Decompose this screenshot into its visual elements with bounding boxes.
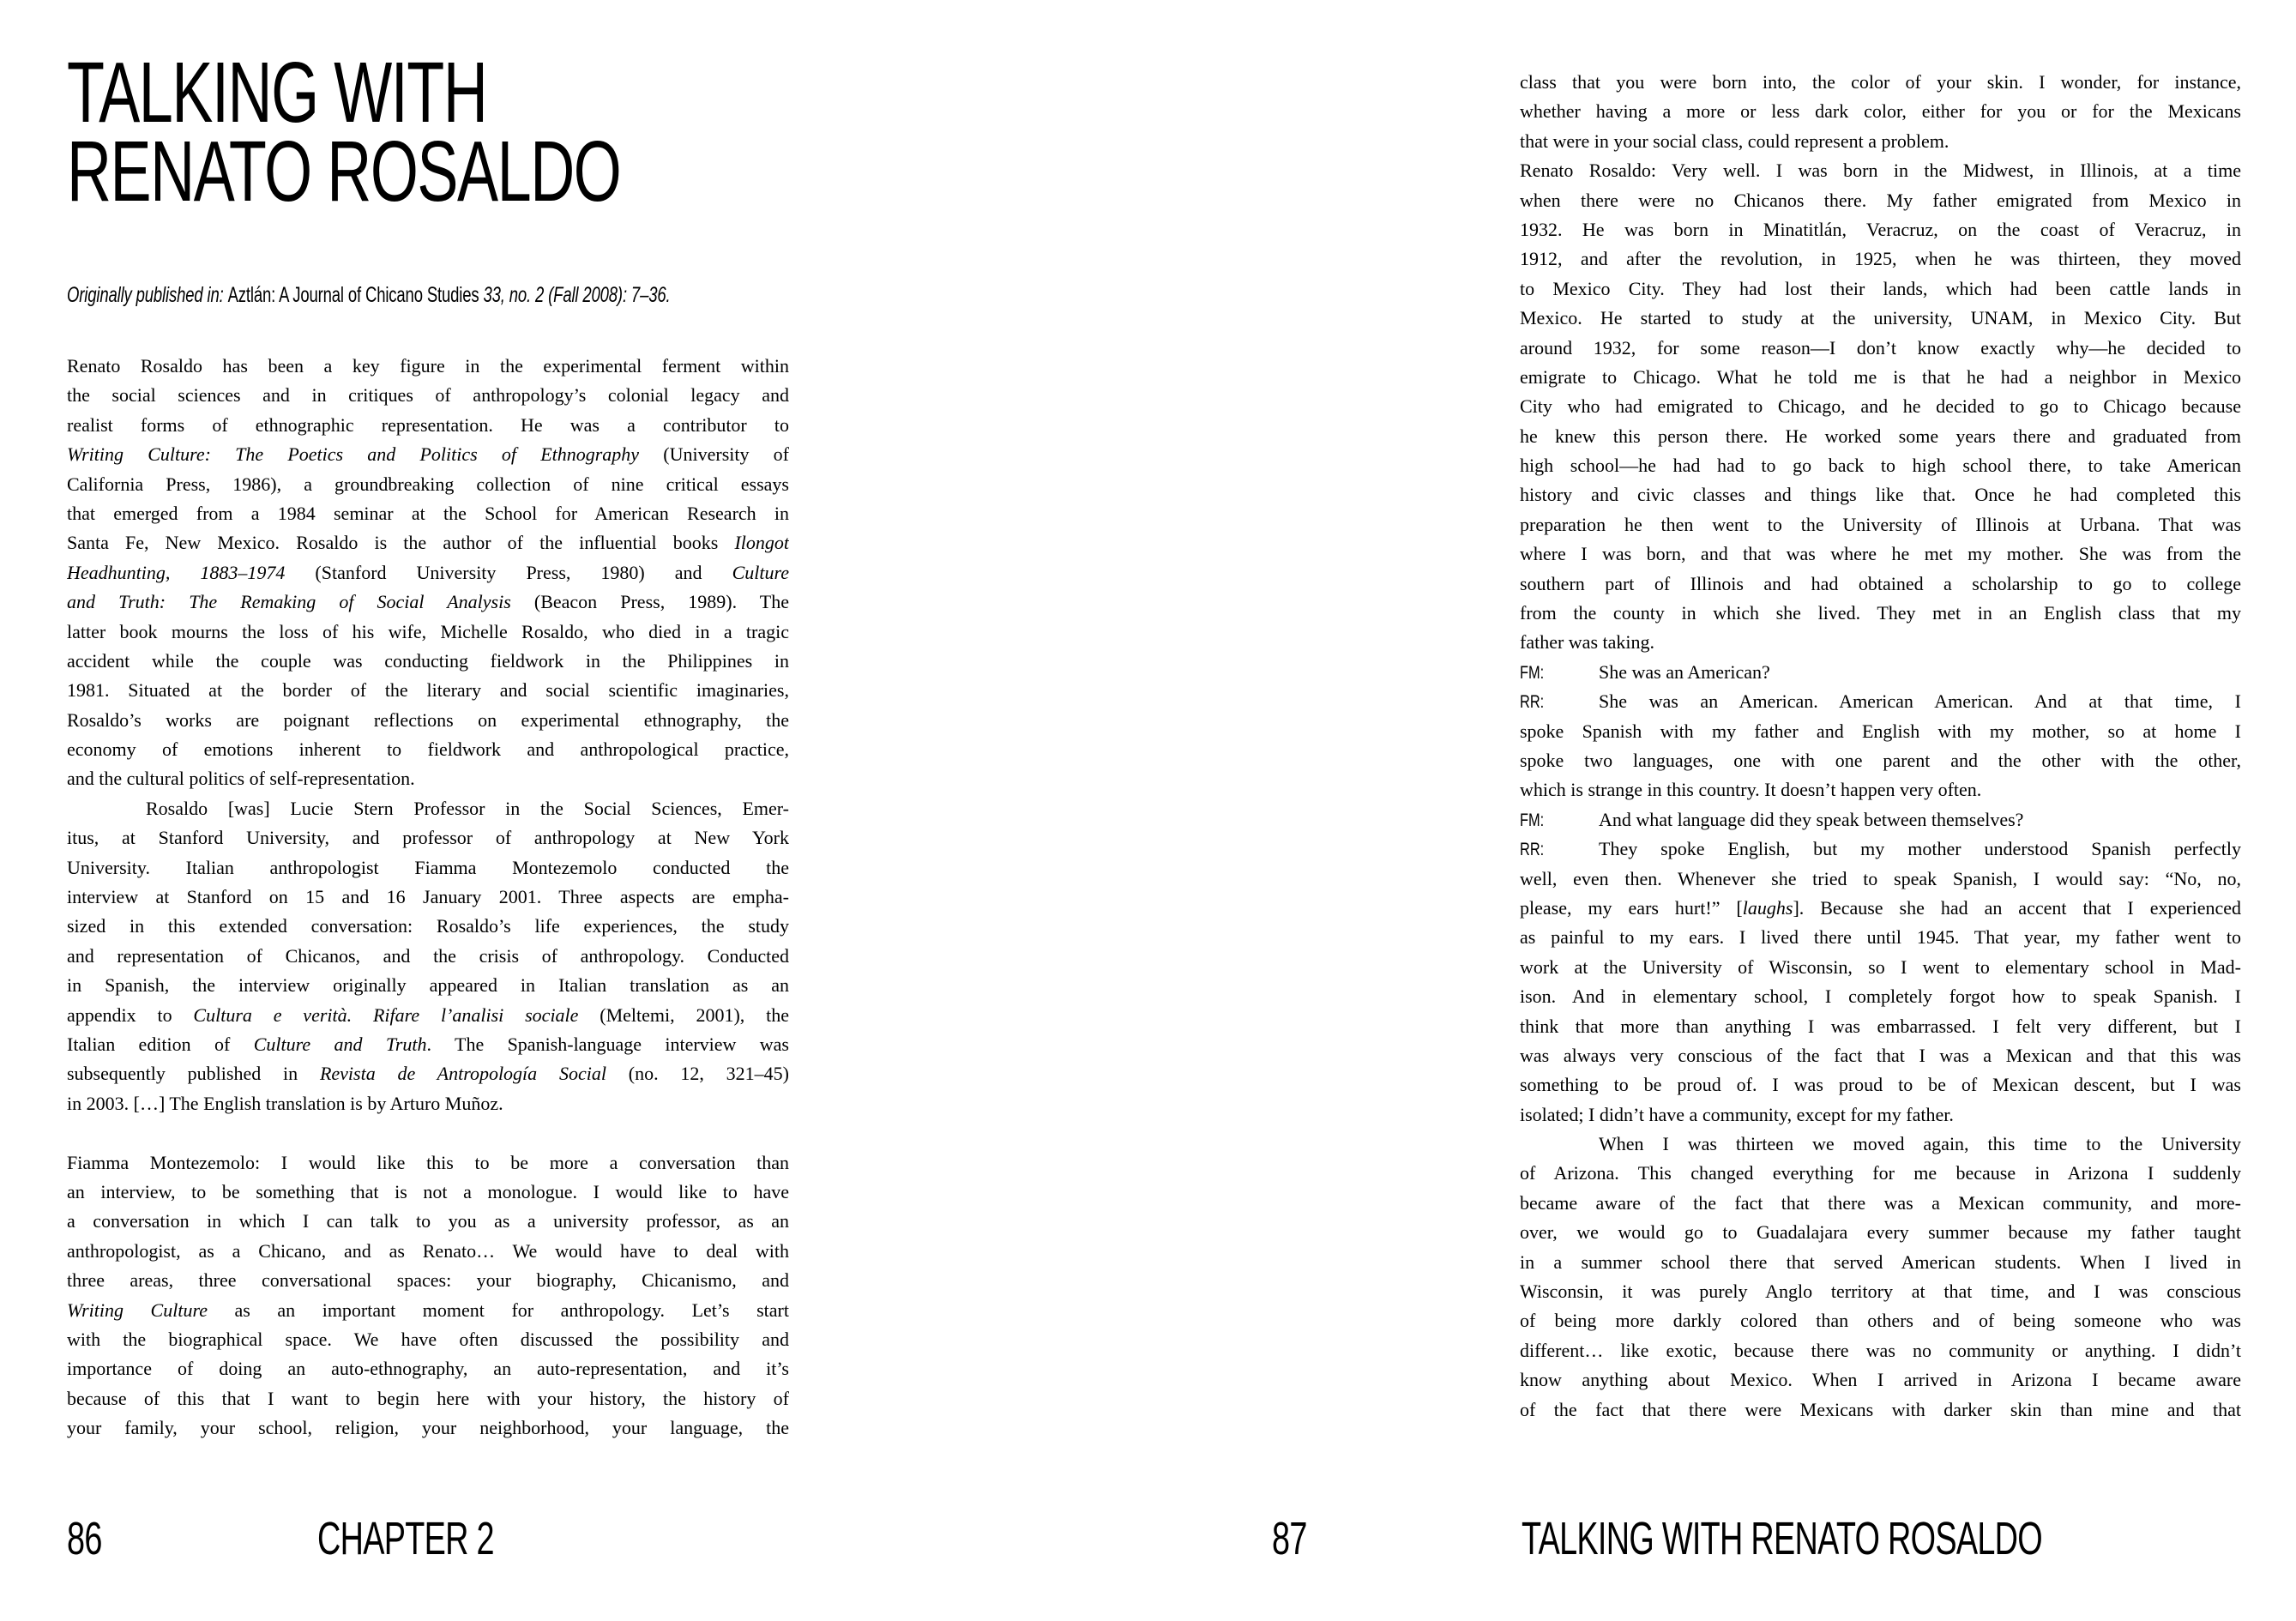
text-line: from the county in which she lived. They met in an English class that my bbox=[1520, 602, 2241, 624]
text-line: isolated; I didn’t have a community, except for my father. bbox=[1520, 1103, 1954, 1125]
text-line: Headhunting, 1883–1974 (Stanford University Press, 1980) and Culture bbox=[67, 561, 789, 583]
text-line: of Arizona. This changed everything for me because in Arizona I suddenly bbox=[1520, 1162, 2241, 1184]
text-line: economy of emotions inherent to fieldwork and anthropological practice, bbox=[67, 738, 789, 761]
text-line: something to be proud of. I was proud to be of Mexican descent, but I was bbox=[1520, 1074, 2241, 1096]
citation-line: Originally published in: Aztlán: A Journal of Chicano Studies 33, no. 2 (Fall 2008): 7–36. bbox=[67, 283, 671, 307]
text-line: high school—he had had to go back to high school there, to take American bbox=[1520, 455, 2241, 477]
text-line: your family, your school, religion, your neighborhood, your language, the bbox=[67, 1417, 789, 1439]
text-line: became aware of the fact that there was a Mexican community, and more- bbox=[1520, 1191, 2241, 1214]
text-line: southern part of Illinois and had obtained a scholarship to go to college bbox=[1520, 572, 2241, 594]
text-line: well, even then. Whenever she tried to speak Spanish, I would say: “No, no, bbox=[1520, 867, 2241, 889]
paragraph bbox=[67, 352, 789, 794]
italic-text: Culture and Truth bbox=[253, 1033, 427, 1055]
text-line: latter book mourns the loss of his wife, Michelle Rosaldo, who died in a tragic bbox=[67, 620, 789, 642]
italic-text: Headhunting, 1883–1974 bbox=[67, 561, 286, 583]
paragraph bbox=[1520, 805, 2241, 835]
text-line: because of this that I want to begin here with your history, the history of bbox=[67, 1387, 789, 1409]
text-line: Mexico. He started to study at the university, UNAM, in Mexico City. But bbox=[1520, 307, 2241, 329]
running-head-left: CHAPTER 2 bbox=[317, 1513, 494, 1564]
italic-text: laughs bbox=[1742, 896, 1793, 919]
text-line: anthropologist, as a Chicano, and as Renato… We would have to deal with bbox=[67, 1239, 789, 1262]
text-line: FM: And what language did they speak between themselves? bbox=[1520, 805, 2241, 835]
text-line: the social sciences and in critiques of anthropology’s colonial legacy and bbox=[67, 384, 789, 407]
paragraph bbox=[1520, 658, 2241, 687]
text-line: sized in this extended conversation: Rosaldo’s life experiences, the study bbox=[67, 915, 789, 937]
text-line: University. Italian anthropologist Fiamma Montezemolo conducted the bbox=[67, 856, 789, 878]
text-line: over, we would go to Guadalajara every summer because my father taught bbox=[1520, 1221, 2241, 1244]
chapter-title bbox=[67, 45, 621, 220]
text-line: emigrate to Chicago. What he told me is that he had a neighbor in Mexico bbox=[1520, 365, 2241, 388]
paragraph bbox=[1520, 156, 2241, 658]
text-line: different… like exotic, because there was no community or anything. I didn’t bbox=[1520, 1339, 2241, 1361]
text-line: 1912, and after the revolution, in 1925, when he was thirteen, they moved bbox=[1520, 248, 2241, 270]
text-line: importance of doing an auto-ethnography, an auto-representation, and it’s bbox=[67, 1358, 789, 1380]
text-line: where I was born, and that was where he met my mother. She was from the bbox=[1520, 543, 2241, 565]
text-line: as painful to my ears. I lived there until 1945. That year, my father went to bbox=[1520, 926, 2241, 949]
text-line: When I was thirteen we moved again, this time to the University bbox=[1599, 1133, 2241, 1155]
speaker-label: FM: bbox=[1520, 810, 1545, 830]
text-line: Renato Rosaldo: Very well. I was born in the Midwest, in Illinois, at a time bbox=[1520, 160, 2241, 182]
text-line: realist forms of ethnographic representation. He was a contributor to bbox=[67, 413, 789, 436]
text-line: Writing Culture: The Poetics and Politics of Ethnography (University of bbox=[67, 443, 789, 466]
paragraph bbox=[1520, 68, 2241, 156]
paragraph bbox=[1520, 687, 2241, 805]
speaker-label: FM: bbox=[1520, 662, 1545, 683]
speaker-label: RR: bbox=[1520, 692, 1545, 713]
text-line: of the fact that there were Mexicans with darker skin than mine and that bbox=[1520, 1398, 2241, 1420]
page-number-left: 86 bbox=[67, 1513, 102, 1564]
text-line: and Truth: The Remaking of Social Analysis (Beacon Press, 1989). The bbox=[67, 591, 789, 613]
text-line: around 1932, for some reason—I don’t know exactly why—he decided to bbox=[1520, 336, 2241, 359]
text-line: class that you were born into, the color of your skin. I wonder, for instance, bbox=[1520, 71, 2241, 93]
text-line: and the cultural politics of self-representation. bbox=[67, 768, 415, 790]
text-line: ison. And in elementary school, I completely forgot how to speak Spanish. I bbox=[1520, 985, 2241, 1008]
italic-text: Culture bbox=[732, 561, 789, 583]
text-line: please, my ears hurt!” [laughs]. Because she had an accent that I experienced bbox=[1520, 896, 2241, 919]
text-line: subsequently published in Revista de Antropología Social (no. 12, 321–45) bbox=[67, 1063, 789, 1085]
text-line: when there were no Chicanos there. My father emigrated from Mexico in bbox=[1520, 189, 2241, 211]
text-line: a conversation in which I can talk to you as a university professor, as an bbox=[67, 1210, 789, 1232]
paragraph bbox=[1520, 1130, 2241, 1425]
text-line: he knew this person there. He worked some years there and graduated from bbox=[1520, 425, 2241, 447]
text-line: Writing Culture as an important moment for anthropology. Let’s start bbox=[67, 1299, 789, 1321]
text-line: California Press, 1986), a groundbreaking collection of nine critical essays bbox=[67, 473, 789, 495]
text-line: City who had emigrated to Chicago, and he decided to go to Chicago because bbox=[1520, 395, 2241, 418]
text-line: 1981. Situated at the border of the literary and social scientific imaginaries, bbox=[67, 679, 789, 702]
italic-text: 33, no. 2 (Fall 2008): 7–36. bbox=[483, 283, 671, 307]
page-number-right: 87 bbox=[1272, 1513, 1307, 1564]
text-line: FM: She was an American? bbox=[1520, 658, 2241, 687]
italic-text: Originally published in: bbox=[67, 283, 228, 307]
italic-text: and Truth: The Remaking of Social Analysis bbox=[67, 591, 511, 613]
text-line: in a summer school there that served American students. When I lived in bbox=[1520, 1250, 2241, 1273]
text-line: whether having a more or less dark color, either for you or for the Mexicans bbox=[1520, 100, 2241, 123]
text-line: accident while the couple was conducting fieldwork in the Philippines in bbox=[67, 649, 789, 672]
text-line: Rosaldo [was] Lucie Stern Professor in the Social Sciences, Emer- bbox=[146, 797, 789, 819]
text-line: Italian edition of Culture and Truth. The Spanish-language interview was bbox=[67, 1033, 789, 1055]
text-line: an interview, to be something that is not a monologue. I would like to have bbox=[67, 1180, 789, 1202]
text-line: with the biographical space. We have often discussed the possibility and bbox=[67, 1328, 789, 1350]
italic-text: Ilongot bbox=[734, 532, 789, 554]
text-line: RR: They spoke English, but my mother understood Spanish perfectly bbox=[1520, 835, 2241, 864]
chapter-title-line-1: TALKING WITH bbox=[67, 45, 487, 141]
text-line: three areas, three conversational spaces: your biography, Chicanismo, and bbox=[67, 1269, 789, 1292]
text-line: work at the University of Wisconsin, so I went to elementary school in Mad- bbox=[1520, 955, 2241, 978]
italic-text: Cultura e verità. Rifare l’analisi sociale bbox=[193, 1003, 579, 1026]
right-page-text bbox=[1520, 68, 2241, 1425]
text-line: of being more darkly colored than others and of being someone who was bbox=[1520, 1310, 2241, 1332]
text-line: think that more than anything I was embarrassed. I felt very different, but I bbox=[1520, 1015, 2241, 1037]
left-page-text bbox=[67, 352, 789, 1443]
text-line: spoke two languages, one with one parent and the other with the other, bbox=[1520, 749, 2241, 771]
paragraph bbox=[1520, 835, 2241, 1130]
text-line: interview at Stanford on 15 and 16 January 2001. Three aspects are empha- bbox=[67, 886, 789, 908]
text-line: that were in your social class, could represent a problem. bbox=[1520, 130, 1949, 152]
text-line: Wisconsin, it was purely Anglo territory at that time, and I was conscious bbox=[1520, 1281, 2241, 1303]
text-line: which is strange in this country. It doesn’t happen very often. bbox=[1520, 779, 1982, 801]
text-line: RR: She was an American. American American. And at that time, I bbox=[1520, 687, 2241, 716]
text-line: spoke Spanish with my father and English with my mother, so at home I bbox=[1520, 720, 2241, 742]
text-line: Santa Fe, New Mexico. Rosaldo is the author of the influential books Ilongot bbox=[67, 532, 789, 554]
text-line: in 2003. […] The English translation is by Arturo Muñoz. bbox=[67, 1092, 503, 1114]
text-line: appendix to Cultura e verità. Rifare l’analisi sociale (Meltemi, 2001), the bbox=[67, 1003, 789, 1026]
speaker-label: RR: bbox=[1520, 840, 1545, 860]
paragraph bbox=[67, 794, 789, 1118]
text-line: that emerged from a 1984 seminar at the School for American Research in bbox=[67, 502, 789, 524]
text-line: was always very conscious of the fact that I was a Mexican and that this was bbox=[1520, 1044, 2241, 1066]
text-line: Rosaldo’s works are poignant reflections on experimental ethnography, the bbox=[67, 708, 789, 731]
text-line: to Mexico City. They had lost their lands, which had been cattle lands in bbox=[1520, 277, 2241, 299]
italic-text: Writing Culture: The Poetics and Politics of Ethnography bbox=[67, 443, 640, 466]
text-line: in Spanish, the interview originally appeared in Italian translation as an bbox=[67, 974, 789, 997]
chapter-title-line-2: RENATO ROSALDO bbox=[67, 124, 621, 220]
text-line: father was taking. bbox=[1520, 631, 1654, 654]
text-line: itus, at Stanford University, and professor of anthropology at New York bbox=[67, 827, 789, 849]
text-line: preparation he then went to the University of Illinois at Urbana. That was bbox=[1520, 513, 2241, 535]
text-line: know anything about Mexico. When I arrived in Arizona I became aware bbox=[1520, 1369, 2241, 1391]
paragraph bbox=[67, 1148, 789, 1443]
italic-text: Revista de Antropología Social bbox=[319, 1063, 606, 1085]
text-line: history and civic classes and things like that. Once he had completed this bbox=[1520, 484, 2241, 506]
text-line: and representation of Chicanos, and the crisis of anthropology. Conducted bbox=[67, 944, 789, 967]
italic-text: Writing Culture bbox=[67, 1299, 208, 1321]
text-line: Fiamma Montezemolo: I would like this to be more a conversation than bbox=[67, 1151, 789, 1173]
running-head-right: TALKING WITH RENATO ROSALDO bbox=[1522, 1513, 2042, 1564]
text-line: Renato Rosaldo has been a key figure in the experimental ferment within bbox=[67, 355, 789, 377]
text-line: 1932. He was born in Minatitlán, Veracruz, on the coast of Veracruz, in bbox=[1520, 218, 2241, 240]
